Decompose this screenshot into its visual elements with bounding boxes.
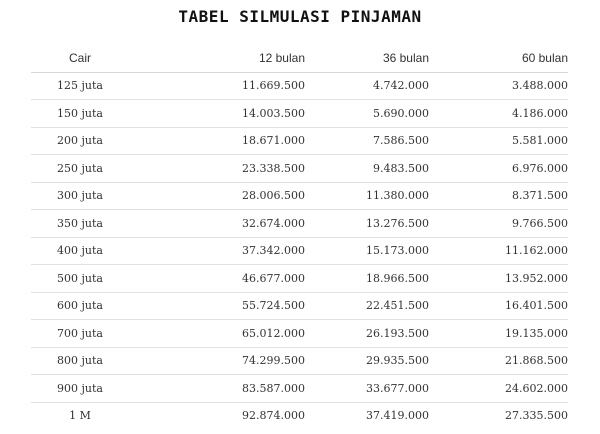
table-row: [31, 265, 568, 293]
table-row: [31, 210, 568, 238]
cell-36-bulan: 5.690.000: [305, 100, 429, 128]
table-row: [31, 237, 568, 265]
cell-60-bulan: 8.371.500: [429, 182, 568, 210]
header-60-bulan: 60 bulan: [429, 45, 568, 72]
table-row: [31, 182, 568, 210]
cell-12-bulan: 74.299.500: [129, 347, 305, 375]
cell-36-bulan: 7.586.500: [305, 127, 429, 155]
table-row: [31, 72, 568, 100]
header-12-bulan: 12 bulan: [129, 45, 305, 72]
cell-60-bulan: 27.335.500: [505, 409, 568, 423]
table-row: [31, 402, 568, 429]
cell-36-bulan: 33.677.000: [305, 375, 429, 403]
cell-60-bulan: 21.868.500: [429, 347, 568, 375]
table-body: [31, 72, 568, 429]
cell-12-bulan: 32.674.000: [129, 210, 305, 238]
cell-cair: 300 juta: [31, 182, 129, 210]
cell-60-bulan: 13.952.000: [429, 265, 568, 293]
cell-cair: 200 juta: [31, 127, 129, 155]
table-row: [31, 155, 568, 183]
cell-12-bulan: 28.006.500: [129, 182, 305, 210]
cell-12-bulan: 92.874.000: [242, 409, 305, 423]
cell-cair: 150 juta: [31, 100, 129, 128]
cell-36-bulan: 26.193.500: [305, 320, 429, 348]
table-row: [31, 320, 568, 348]
cell-60-bulan: 9.766.500: [429, 210, 568, 238]
cell-60-bulan: 11.162.000: [429, 237, 568, 265]
cell-12-bulan: 55.724.500: [129, 292, 305, 320]
cell-12-bulan: 11.669.500: [129, 72, 305, 100]
cell-12-bulan: 18.671.000: [129, 127, 305, 155]
cell-60-bulan: 16.401.500: [429, 292, 568, 320]
table-header: [31, 45, 568, 72]
cell-60-bulan: 4.186.000: [429, 100, 568, 128]
cell-cair: 350 juta: [31, 210, 129, 238]
cell-cair: 250 juta: [31, 155, 129, 183]
cell-12-bulan: 83.587.000: [129, 375, 305, 403]
cell-36-bulan: 22.451.500: [305, 292, 429, 320]
cell-cair: 800 juta: [31, 347, 129, 375]
cell-60-bulan: 6.976.000: [429, 155, 568, 183]
header-36-bulan: 36 bulan: [305, 45, 429, 72]
cell-36-bulan: 11.380.000: [305, 182, 429, 210]
table-row: [31, 347, 568, 375]
cell-60-bulan: 5.581.000: [429, 127, 568, 155]
cell-36-bulan: 15.173.000: [305, 237, 429, 265]
table-row: [31, 100, 568, 128]
cell-36-bulan: 37.419.000: [366, 409, 429, 423]
cell-60-bulan: 3.488.000: [429, 72, 568, 100]
cell-36-bulan: 18.966.500: [305, 265, 429, 293]
header-row: [31, 45, 568, 72]
cell-60-bulan: 24.602.000: [429, 375, 568, 403]
cell-cair: 600 juta: [31, 292, 129, 320]
cell-12-bulan: 23.338.500: [129, 155, 305, 183]
cell-12-bulan: 46.677.000: [129, 265, 305, 293]
cell-cair: 125 juta: [31, 72, 129, 100]
cell-36-bulan: 4.742.000: [305, 72, 429, 100]
cell-cair: 900 juta: [31, 375, 129, 403]
cell-36-bulan: 9.483.500: [305, 155, 429, 183]
cell-12-bulan: 14.003.500: [129, 100, 305, 128]
cell-36-bulan: 29.935.500: [305, 347, 429, 375]
cell-60-bulan: 19.135.000: [429, 320, 568, 348]
header-cair: Cair: [31, 45, 129, 72]
cell-cair: 500 juta: [31, 265, 129, 293]
cell-cair: 400 juta: [31, 237, 129, 265]
page-title: TABEL SILMULASI PINJAMAN: [178, 7, 422, 26]
table-row: [31, 292, 568, 320]
table-row: [31, 127, 568, 155]
loan-simulation-table: [31, 45, 568, 429]
cell-36-bulan: 13.276.500: [305, 210, 429, 238]
cell-12-bulan: 65.012.000: [129, 320, 305, 348]
table-row: [31, 375, 568, 403]
cell-cair: 1 M: [69, 409, 91, 423]
cell-12-bulan: 37.342.000: [129, 237, 305, 265]
cell-cair: 700 juta: [31, 320, 129, 348]
